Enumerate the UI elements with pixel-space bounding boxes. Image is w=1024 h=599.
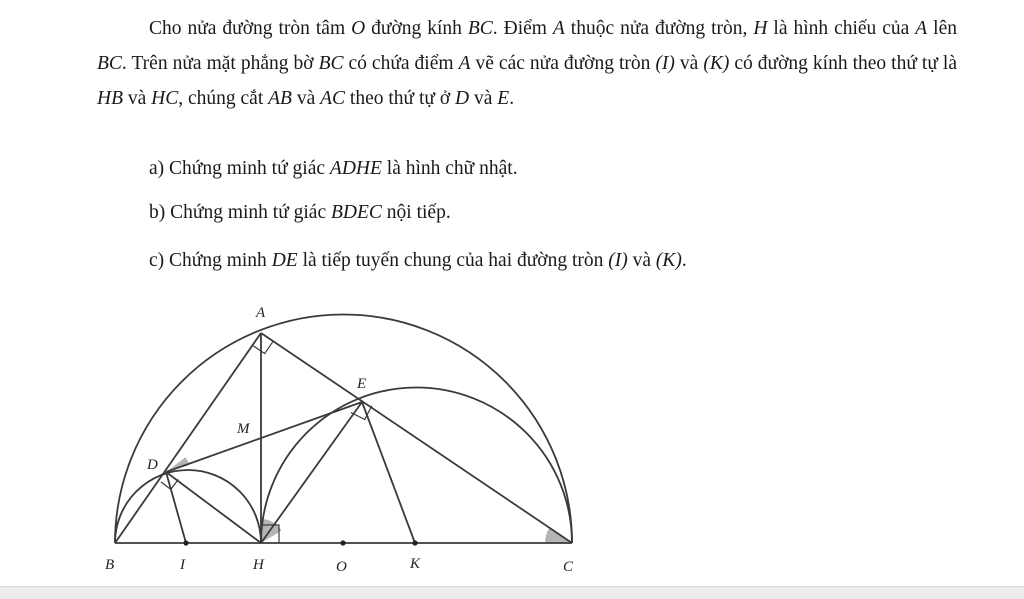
label-e: E <box>357 376 367 392</box>
segment-ac <box>261 333 572 543</box>
point-k <box>412 540 417 545</box>
segment-dh <box>166 472 261 543</box>
question-part-b: b) Chứng minh tứ giác BDEC nội tiếp. <box>149 202 451 223</box>
point-i <box>183 540 188 545</box>
label-m: M <box>237 421 250 437</box>
semicircle-k <box>261 387 572 543</box>
segment-ab <box>115 333 261 543</box>
right-angle-a <box>252 341 273 353</box>
label-c: C <box>563 559 574 575</box>
point-labels <box>105 305 574 575</box>
semicircle-i <box>115 470 261 543</box>
label-o: O <box>336 559 347 575</box>
point-o <box>340 540 345 545</box>
label-i: I <box>180 557 185 573</box>
label-a: A <box>256 305 266 321</box>
problem-statement: Cho nửa đường tròn tâm O đường kính BC. Điểm A thuộc nửa đường tròn, H là hình chiếu của A lên BC. Trên nửa mặt phẳng bờ BC có chứa điểm A vẽ các nửa đường tròn (I) và (K) có đường kính theo thứ tự là HB và HC, chúng cắt AB và AC theo thứ tự ở D và E. <box>97 18 958 109</box>
geometry-figure <box>0 290 700 584</box>
question-part-c: c) Chứng minh DE là tiếp tuyến chung của hai đường tròn (I) và (K). <box>149 250 687 271</box>
label-d: D <box>147 457 158 473</box>
label-k: K <box>410 556 421 572</box>
question-part-a: a) Chứng minh tứ giác ADHE là hình chữ nhật. <box>149 158 518 179</box>
bottom-scroll-bar[interactable] <box>0 586 1024 599</box>
segment-eh <box>261 402 362 543</box>
label-b: B <box>105 557 115 573</box>
segment-de <box>166 402 362 472</box>
label-h: H <box>253 557 264 573</box>
angle-marks <box>166 457 572 543</box>
segment-ek <box>362 402 415 543</box>
geometry-lines <box>115 315 572 544</box>
